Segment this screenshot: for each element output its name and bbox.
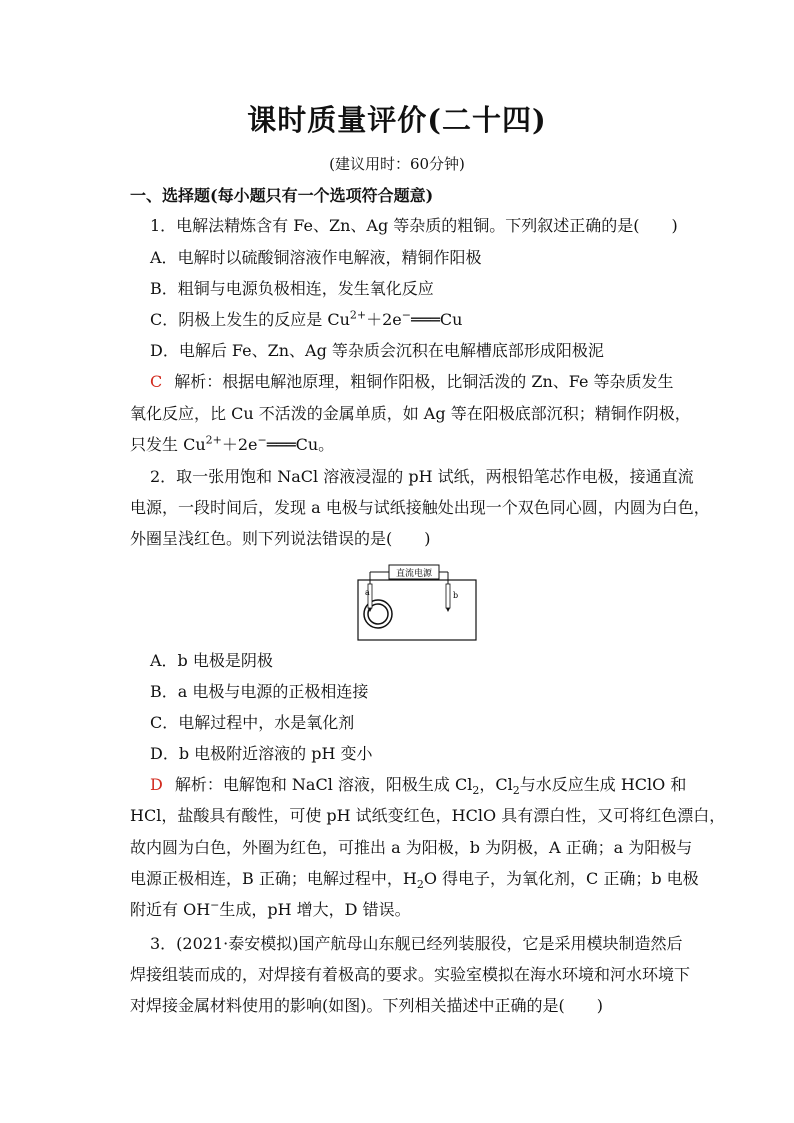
- q2-option-c: C．电解过程中，水是氧化剂: [150, 713, 355, 732]
- q2-stem-line3: 外圈呈浅红色。则下列说法错误的是( ): [130, 529, 431, 548]
- page-title: 课时质量评价(二十四): [247, 103, 547, 137]
- q2-stem: 2．取一张用饱和 NaCl 溶液浸湿的 pH 试纸，两根铅笔芯作电极，接通直流: [150, 467, 694, 486]
- q3-stem-line3: 对焊接金属材料使用的影响(如图)。下列相关描述中正确的是( ): [130, 996, 603, 1015]
- section-heading: 一、选择题(每小题只有一个选项符合题意): [130, 186, 434, 205]
- q1-explanation-line2: 氧化反应，比 Cu 不活泼的金属单质，如 Ag 等在阳极底部沉积；精铜作阴极，: [130, 404, 691, 423]
- q1-explanation-line3: 只发生 $Cu^{2+}+2e^-═══Cu$。: [130, 433, 335, 454]
- power-supply-label: 直流电源: [395, 569, 433, 579]
- q2-explanation: D 解析：电解饱和 NaCl 溶液，阳极生成 $Cl_2$，$Cl_2$与水反应生成 HClO 和: [150, 775, 687, 798]
- q2-option-b: B．a 电极与电源的正极相连接: [150, 682, 369, 701]
- q2-explanation-line5: 附近有 OH−生成，pH 增大，D 错误。: [130, 898, 411, 919]
- suggested-time: (建议用时：60分钟): [329, 155, 465, 173]
- q2-explanation-line2: HCl，盐酸具有酸性，可使 pH 试纸变红色，HClO 具有漂白性，又可将红色漂白，: [130, 806, 726, 825]
- electrolysis-diagram: [357, 562, 477, 642]
- q3-stem: 3．(2021·泰安模拟)国产航母山东舰已经列装服役，它是采用模块制造然后: [150, 934, 683, 953]
- electrode-a-label: a: [365, 588, 370, 597]
- q2-option-d: D．b 电极附近溶液的 pH 变小: [150, 744, 373, 763]
- q1-option-b: B．粗铜与电源负极相连，发生氧化反应: [150, 279, 434, 298]
- q2-answer: D: [150, 775, 163, 794]
- q3-stem-line2: 焊接组装而成的，对焊接有着极高的要求。实验室模拟在海水环境和河水环境下: [130, 965, 691, 984]
- q1-answer: C: [150, 372, 163, 391]
- q2-stem-line2: 电源，一段时间后，发现 a 电极与试纸接触处出现一个双色同心圆，内圆为白色，: [130, 498, 710, 517]
- q1-option-c: C．阴极上发生的反应是 $Cu^{2+}+2e^-═══Cu$: [150, 308, 463, 329]
- q1-explanation: C 解析：根据电解池原理，粗铜作阳极，比铜活泼的 Zn、Fe 等杂质发生: [150, 372, 674, 391]
- q2-explanation-line4: 电源正极相连，B 正确；电解过程中，$H_2O$ 得电子，为氧化剂，C 正确；b 电极: [130, 869, 699, 892]
- electrode-b-label: b: [453, 591, 459, 600]
- q2-option-a: A．b 电极是阴极: [150, 651, 273, 670]
- q1-option-a: A．电解时以硫酸铜溶液作电解液，精铜作阳极: [150, 248, 482, 267]
- q2-explanation-line3: 故内圆为白色，外圈为红色，可推出 a 为阳极，b 为阴极，A 正确；a 为阳极与: [130, 838, 693, 857]
- q1-option-d: D．电解后 Fe、Zn、Ag 等杂质会沉积在电解槽底部形成阳极泥: [150, 341, 604, 360]
- q1-stem: 1．电解法精炼含有 Fe、Zn、Ag 等杂质的粗铜。下列叙述正确的是( ): [150, 216, 678, 235]
